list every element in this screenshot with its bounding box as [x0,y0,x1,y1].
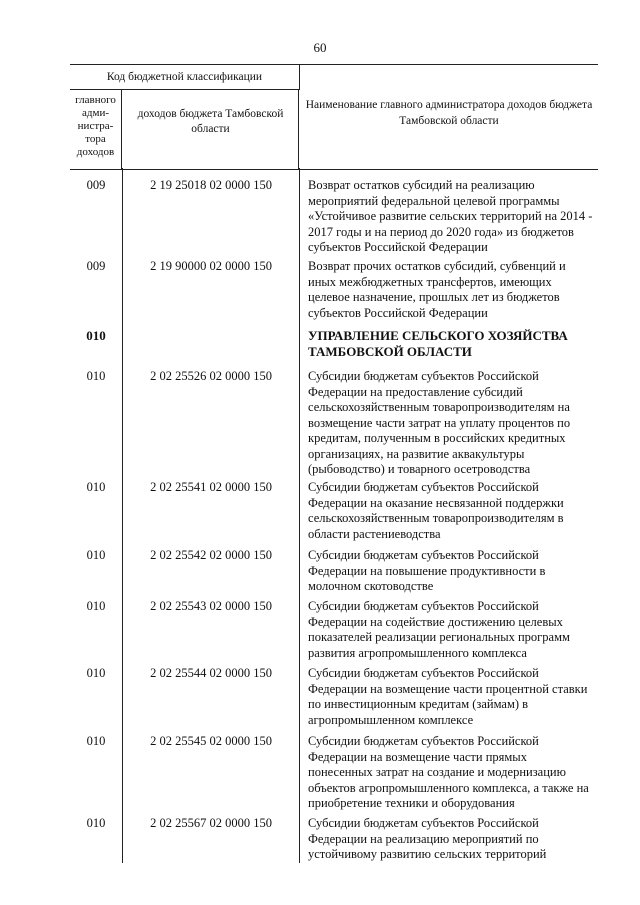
income-code: 2 02 25543 02 0000 150 [150,599,272,613]
section-heading: УПРАВЛЕНИЕ СЕЛЬСКОГО ХОЗЯЙСТВА ТАМБОВСКОЙ ОБЛАСТИ [308,328,568,359]
column-divider [122,168,123,863]
income-code: 2 02 25542 02 0000 150 [150,548,272,562]
admin-code: 010 [86,734,106,748]
admin-code: 010 [86,599,106,613]
income-name: Возврат остатков субсидий на реализацию мероприятий федеральной целевой программы «Устойчивое развитие сельских территорий на 2014 - 2017 годы и на период до 2020 года» из бюджетов субъектов Российской Федерации [308,178,593,254]
income-name: Субсидии бюджетам субъектов Российской Федерации на предоставление субсидий сельскохозяйственным товаропроизводителям на возмещение части затрат на уплату процентов по кредитам, полученным в российских кредитных организациях, на развитие аквакультуры (рыбоводство) и товарного осетроводства [308,369,571,476]
header-income-column: доходов бюджета Тамбовской области [123,90,299,169]
income-name: Субсидии бюджетам субъектов Российской Федерации на повышение продуктивности в молочном скотоводстве [308,548,546,593]
admin-code: 009 [86,178,106,192]
income-code: 2 02 25526 02 0000 150 [150,369,272,383]
header-name-column: Наименование главного администратора доходов бюджета Тамбовской области [305,99,593,127]
column-divider [299,168,300,863]
table-header [70,64,598,170]
admin-code: 010 [86,328,106,343]
income-name: Субсидии бюджетам субъектов Российской Федерации на оказание несвязанной поддержки сельскохозяйственным товаропроизводителям в области растениеводства [308,480,564,541]
admin-code: 010 [86,480,106,494]
page-number: 60 [313,40,327,55]
income-code: 2 02 25545 02 0000 150 [150,734,272,748]
admin-code: 010 [86,369,106,383]
admin-code: 010 [86,816,106,830]
income-code: 2 02 25544 02 0000 150 [150,666,272,680]
income-code: 2 19 25018 02 0000 150 [150,178,272,192]
admin-code: 010 [86,666,106,680]
income-code: 2 19 90000 02 0000 150 [150,259,272,273]
income-name: Субсидии бюджетам субъектов Российской Федерации на реализацию мероприятий по устойчивому развитию сельских территорий [308,816,547,861]
admin-code: 009 [86,259,106,273]
income-name: Возврат прочих остатков субсидий, субвенций и иных межбюджетных трансфертов, имеющих целевое назначение, прошлых лет из бюджетов субъектов Российской Федерации [308,259,566,320]
income-name: Субсидии бюджетам субъектов Российской Федерации на возмещение части процентной ставки по инвестиционным кредитам (займам) в агропромышленном комплексе [308,666,588,727]
income-code: 2 02 25567 02 0000 150 [150,816,272,830]
income-code: 2 02 25541 02 0000 150 [150,480,272,494]
admin-code: 010 [86,548,106,562]
header-admin-column: главного адми-нистра-тора доходов [70,90,122,169]
header-code-group: Код бюджетной классификации [70,65,300,90]
income-name: Субсидии бюджетам субъектов Российской Федерации на содействие достижению целевых показателей реализации региональных программ развития агропромышленного комплекса [308,599,570,660]
budget-classification-table [70,64,598,861]
income-name: Субсидии бюджетам субъектов Российской Федерации на возмещение части прямых понесенных затрат на создание и модернизацию объектов агропромышленного комплекса, а также на приобретение техники и оборудования [308,734,589,810]
